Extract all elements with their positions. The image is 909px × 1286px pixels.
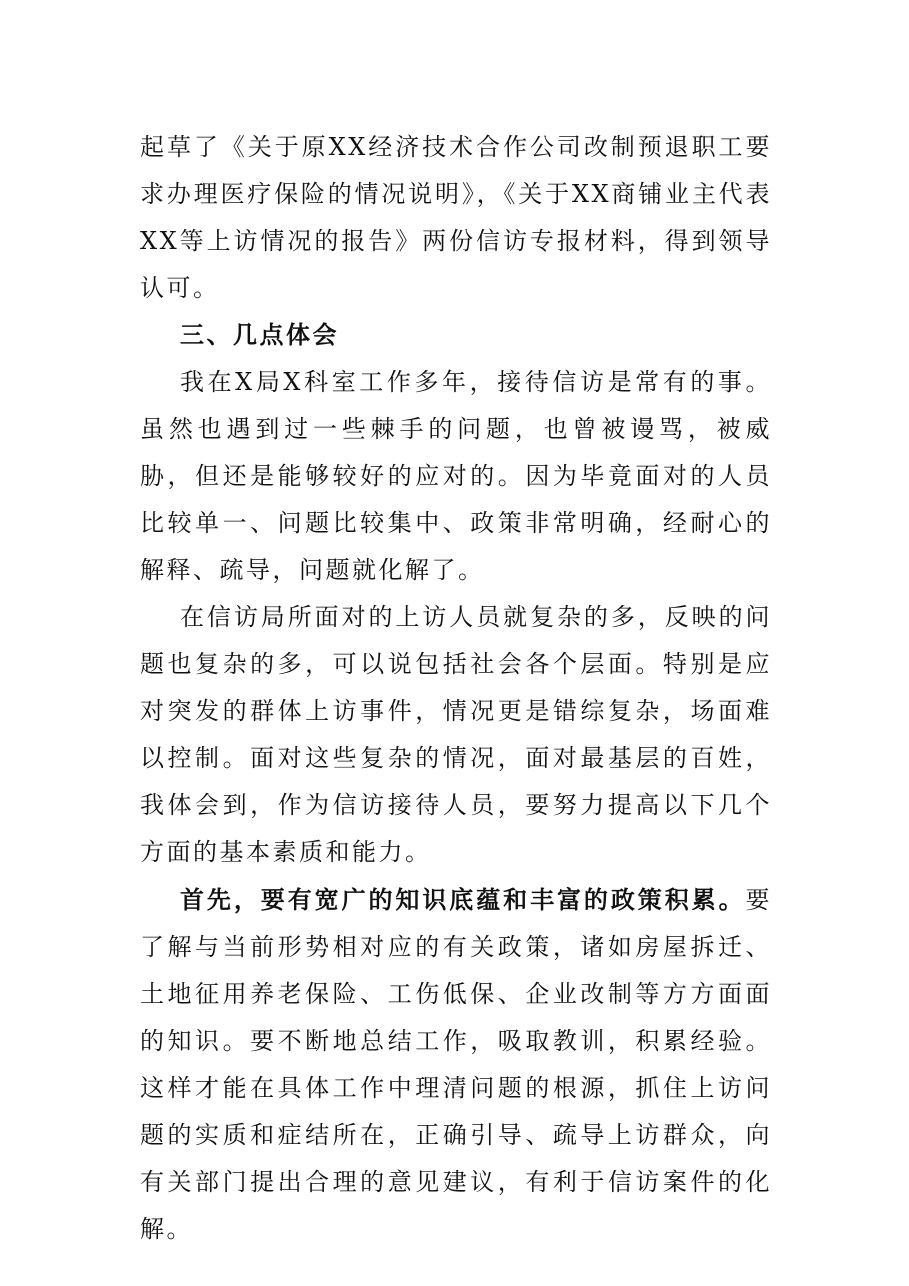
paragraph-knowledge-policy	[140, 876, 772, 1253]
paragraph-complex-petitions: 在信访局所面对的上访人员就复杂的多，反映的问题也复杂的多，可以说包括社会各个层面。特别是应对突发的群体上访事件，情况更是错综复杂，场面难以控制。面对这些复杂的情况，面对最基层的百姓，我体会到，作为信访接待人员，要努力提高以下几个方面的基本素质和能力。	[140, 603, 772, 866]
paragraph-lead-sentence: 首先，要有宽广的知识底蕴和丰富的政策积累。	[180, 885, 746, 914]
paragraph-report-drafts: 起草了《关于原XX经济技术合作公司改制预退职工要求办理医疗保险的情况说明》，《关于XX商铺业主代表XX等上访情况的报告》两份信访专报材料，得到领导认可。	[140, 133, 772, 302]
document-body	[140, 124, 772, 1253]
paragraph-body-text: 要了解与当前形势相对应的有关政策，诸如房屋拆迁、土地征用养老保险、工伤低保、企业改制等方方面面的知识。要不断地总结工作，吸取教训，积累经验。这样才能在具体工作中理清问题的根源，抓住上访问题的实质和症结所在，正确引导、疏导上访群众，向有关部门提出合理的意见建议，有利于信访案件的化解。	[140, 886, 772, 1243]
section-heading-experiences: 三、几点体会	[180, 321, 339, 349]
paragraph-work-experience: 我在X局X科室工作多年，接待信访是常有的事。虽然也遇到过一些棘手的问题，也曾被谩骂，被威胁，但还是能够较好的应对的。因为毕竟面对的人员比较单一、问题比较集中、政策非常明确，经耐心的解释、疏导，问题就化解了。	[140, 368, 772, 584]
